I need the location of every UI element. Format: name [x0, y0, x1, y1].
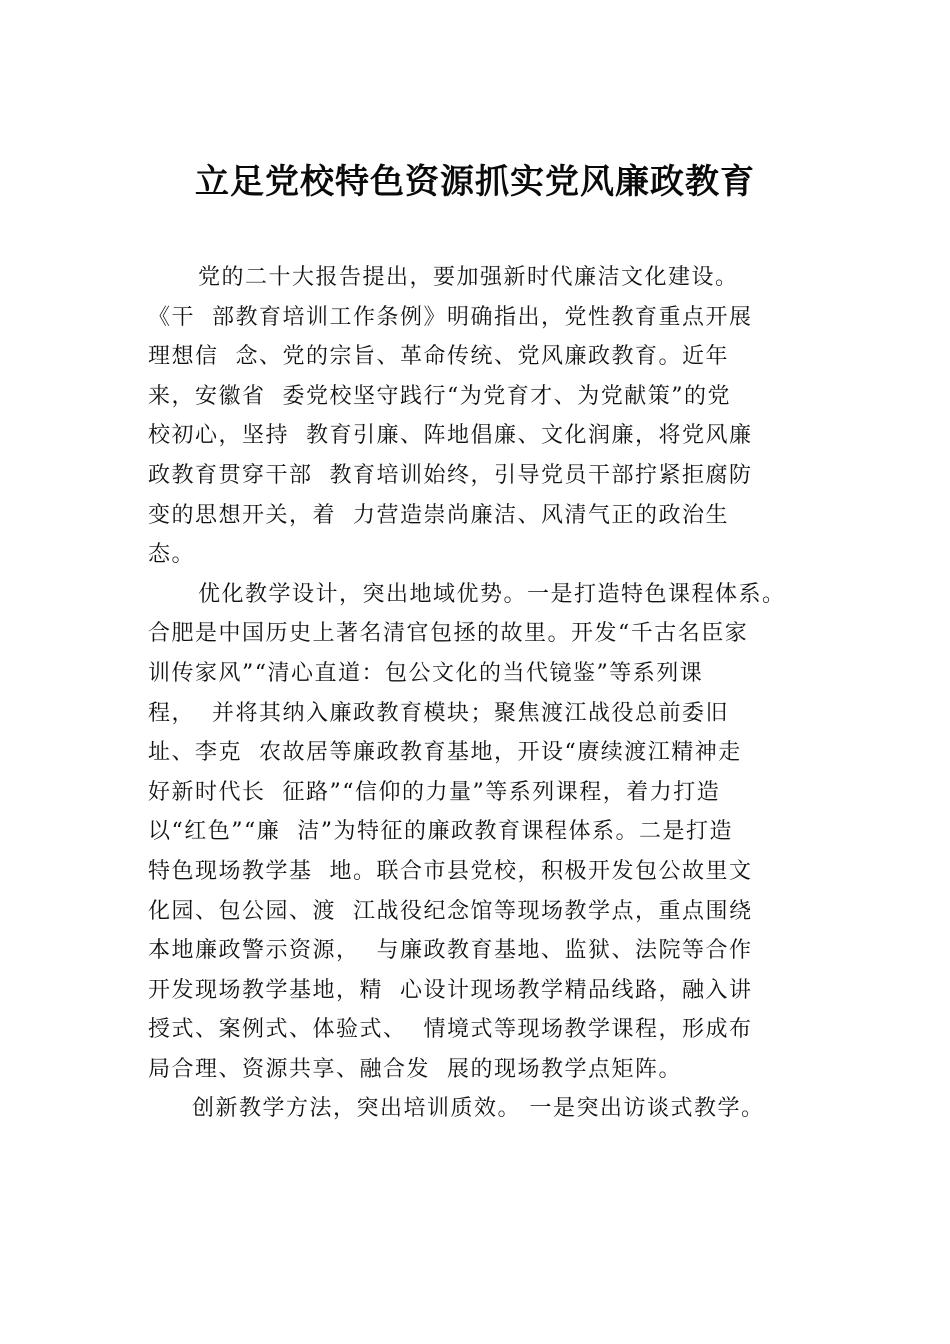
paragraph-2-line-9: 化园、包公园、渡 江战役纪念馆等现场教学点，重点围绕: [148, 898, 753, 924]
paragraph-2-line-7: 以“红色”“廉 洁”为特征的廉政教育课程体系。二是打造: [148, 819, 733, 845]
paragraph-1-line-6: 政教育贯穿干部 教育培训始终，引导党员干部拧紧拒腐防: [148, 462, 753, 488]
paragraph-1-line-2: 《干 部教育培训工作条例》明确指出，党性教育重点开展: [148, 304, 753, 330]
paragraph-2-line-8: 特色现场教学基 地。联合市县党校，积极开发包公故里文: [148, 858, 753, 884]
page-title: 立足党校特色资源抓实党风廉政教育: [195, 162, 755, 202]
paragraph-1-line-4: 来，安徽省 委党校坚守践行“为党育才、为党献策”的党: [148, 383, 731, 409]
paragraph-1-line-1: 党的二十大报告提出，要加强新时代廉洁文化建设。: [198, 265, 739, 290]
paragraph-2-line-10: 本地廉政警示资源， 与廉政教育基地、监狱、法院等合作: [148, 938, 753, 964]
paragraph-2-line-1: 优化教学设计，突出地域优势。一是打造特色课程体系。: [198, 581, 786, 607]
paragraph-1-line-3: 理想信 念、党的宗旨、革命传统、党风廉政教育。近年: [148, 344, 729, 370]
paragraph-1-line-7: 变的思想开关，着 力营造崇尚廉洁、风清气正的政治生: [148, 502, 729, 528]
paragraph-1-line-8: 态。: [148, 542, 196, 568]
paragraph-1-line-5: 校初心，坚持 教育引廉、阵地倡廉、文化润廉，将党风廉: [148, 423, 753, 449]
paragraph-2-line-13: 局合理、资源共享、融合发 展的现场教学点矩阵。: [148, 1056, 682, 1082]
document-body: [148, 258, 828, 1129]
paragraph-2-line-3: 训传家风”“清心直道：包公文化的当代镜鉴”等系列课: [148, 660, 704, 686]
paragraph-2-line-11: 开发现场教学基地，精 心设计现场教学精品线路，融入讲: [148, 977, 753, 1003]
paragraph-2-line-2: 合肥是中国历史上著名清官包拯的故里。开发“千古名臣家: [148, 621, 749, 647]
paragraph-2-line-12: 授式、案例式、体验式、 情境式等现场教学课程，形成布: [148, 1017, 753, 1043]
paragraph-3-line-1: 创新教学方法，突出培训质效。 一是突出访谈式教学。: [192, 1096, 765, 1122]
paragraph-2-line-6: 好新时代长 征路”“信仰的力量”等系列课程，着力打造: [148, 779, 721, 805]
paragraph-2-line-5: 址、李克 农故居等廉政教育基地，开设“赓续渡江精神走: [148, 740, 742, 766]
paragraph-2-line-4: 程， 并将其纳入廉政教育模块；聚焦渡江战役总前委旧: [148, 700, 729, 726]
